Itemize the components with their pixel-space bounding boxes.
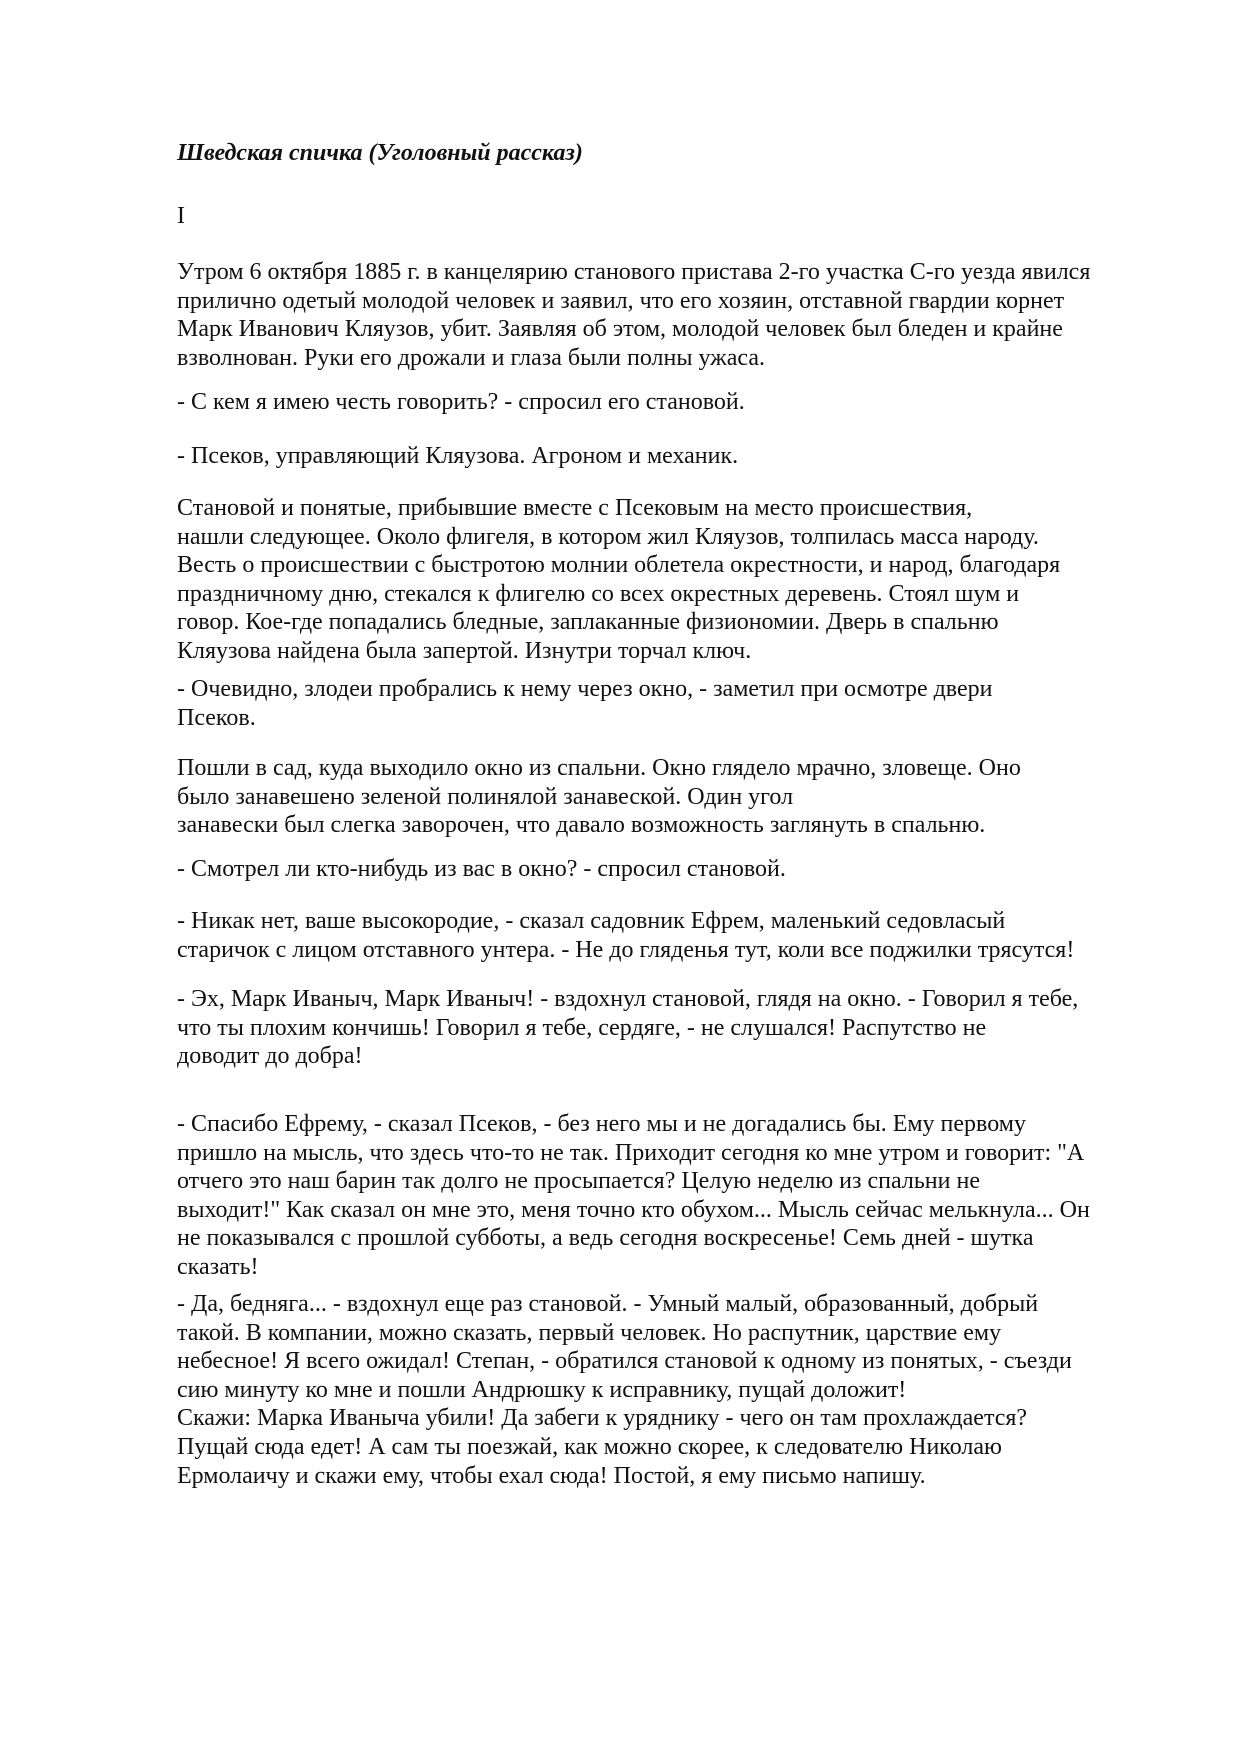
paragraph-line: Псеков. xyxy=(177,704,256,731)
paragraph xyxy=(177,754,1167,840)
paragraph xyxy=(177,675,1167,732)
paragraph-line: Скажи: Марка Иваныча убили! Да забеги к уряднику - чего он там прохлаждается? xyxy=(177,1405,1028,1432)
paragraph xyxy=(177,442,1167,471)
paragraph-line: праздничному дню, стекался к флигелю со всех окрестных деревень. Стоял шум и xyxy=(177,580,1020,607)
paragraph-line: Кляузова найдена была запертой. Изнутри торчал ключ. xyxy=(177,637,752,664)
paragraph xyxy=(177,258,1167,372)
paragraph xyxy=(177,494,1167,666)
paragraph-line: - Никак нет, ваше высокородие, - сказал садовник Ефрем, маленький седовласый xyxy=(177,908,1006,934)
paragraph-line: выходит!" Как сказал он мне это, меня точно кто обухом... Мысль сейчас мелькнула... Он xyxy=(177,1196,1090,1223)
paragraph-line: отчего это наш барин так долго не просыпается? Целую неделю из спальни не xyxy=(177,1168,980,1195)
paragraph xyxy=(177,907,1167,964)
paragraph xyxy=(177,1110,1167,1282)
paragraph-line: взволнован. Руки его дрожали и глаза были полны ужаса. xyxy=(177,344,765,371)
paragraph-line: - Эх, Марк Иваныч, Марк Иваныч! - вздохнул становой, глядя на окно. - Говорил я тебе, xyxy=(177,986,1079,1012)
paragraph-line: Весть о происшествии с быстротою молнии облетела окрестности, и народ, благодаря xyxy=(177,552,1061,579)
paragraph-line: - Да, бедняга... - вздохнул еще раз становой. - Умный малый, образованный, добрый xyxy=(177,1291,1039,1317)
paragraph xyxy=(177,1290,1167,1490)
paragraph-line: говор. Кое-где попадались бледные, заплаканные физиономии. Дверь в спальню xyxy=(177,609,999,636)
paragraph-line: сказать! xyxy=(177,1253,259,1280)
paragraph-line: что ты плохим кончишь! Говорил я тебе, сердяге, - не слушался! Распутство не xyxy=(177,1014,987,1041)
paragraph-line: Пошли в сад, куда выходило окно из спальни. Окно глядело мрачно, зловеще. Оно xyxy=(177,755,1021,781)
paragraph-line: прилично одетый молодой человек и заявил, что его хозяин, отставной гвардии корнет xyxy=(177,287,1065,314)
chapter-number: I xyxy=(177,203,185,229)
paragraph-line: - С кем я имею честь говорить? - спросил его становой. xyxy=(177,389,745,415)
paragraph-line: Утром 6 октября 1885 г. в канцелярию станового пристава 2-го участка С-го уезда явился xyxy=(177,259,1091,285)
paragraph-line: старичок с лицом отставного унтера. - Не до гляденья тут, коли все поджилки трясутся! xyxy=(177,936,1075,963)
paragraph xyxy=(177,855,1167,884)
paragraph-line: Пущай сюда едет! А сам ты поезжай, как можно скорее, к следователю Николаю xyxy=(177,1433,1002,1460)
paragraph-line: - Смотрел ли кто-нибудь из вас в окно? - спросил становой. xyxy=(177,856,786,882)
paragraph xyxy=(177,388,1167,417)
paragraph-line: - Очевидно, злодеи пробрались к нему через окно, - заметил при осмотре двери xyxy=(177,676,993,702)
paragraph-line: Марк Иванович Кляузов, убит. Заявляя об этом, молодой человек был бледен и крайне xyxy=(177,316,1063,343)
paragraph-line: такой. В компании, можно сказать, первый человек. Но распутник, царствие ему xyxy=(177,1319,1002,1346)
paragraph-line: не показывался с прошлой субботы, а ведь сегодня воскресенье! Семь дней - шутка xyxy=(177,1225,1034,1252)
paragraph-line: занавески был слегка заворочен, что давало возможность заглянуть в спальню. xyxy=(177,812,986,839)
paragraph-line: пришло на мысль, что здесь что-то не так. Приходит сегодня ко мне утром и говорит: "А xyxy=(177,1139,1085,1166)
paragraph-line: небесное! Я всего ожидал! Степан, - обратился становой к одному из понятых, - съезди xyxy=(177,1348,1072,1375)
paragraph-line: Ермолаичу и скажи ему, чтобы ехал сюда! Постой, я ему письмо напишу. xyxy=(177,1462,926,1489)
paragraph-line: - Спасибо Ефрему, - сказал Псеков, - без него мы и не догадались бы. Ему первому xyxy=(177,1111,1026,1137)
paragraph-line: сию минуту ко мне и пошли Андрюшку к исправнику, пущай доложит! xyxy=(177,1376,907,1403)
paragraph-line: - Псеков, управляющий Кляузова. Агроном и механик. xyxy=(177,443,739,469)
paragraph-line: нашли следующее. Около флигеля, в котором жил Кляузов, толпилась масса народу. xyxy=(177,523,1039,550)
paragraph xyxy=(177,985,1167,1071)
story-title: Шведская спичка (Уголовный рассказ) xyxy=(177,140,583,166)
paragraph-line: доводит до добра! xyxy=(177,1043,363,1070)
paragraph-line: Становой и понятые, прибывшие вместе с Псековым на место происшествия, xyxy=(177,495,973,521)
paragraph-line: было занавешено зеленой полинялой занавеской. Один угол xyxy=(177,783,794,810)
